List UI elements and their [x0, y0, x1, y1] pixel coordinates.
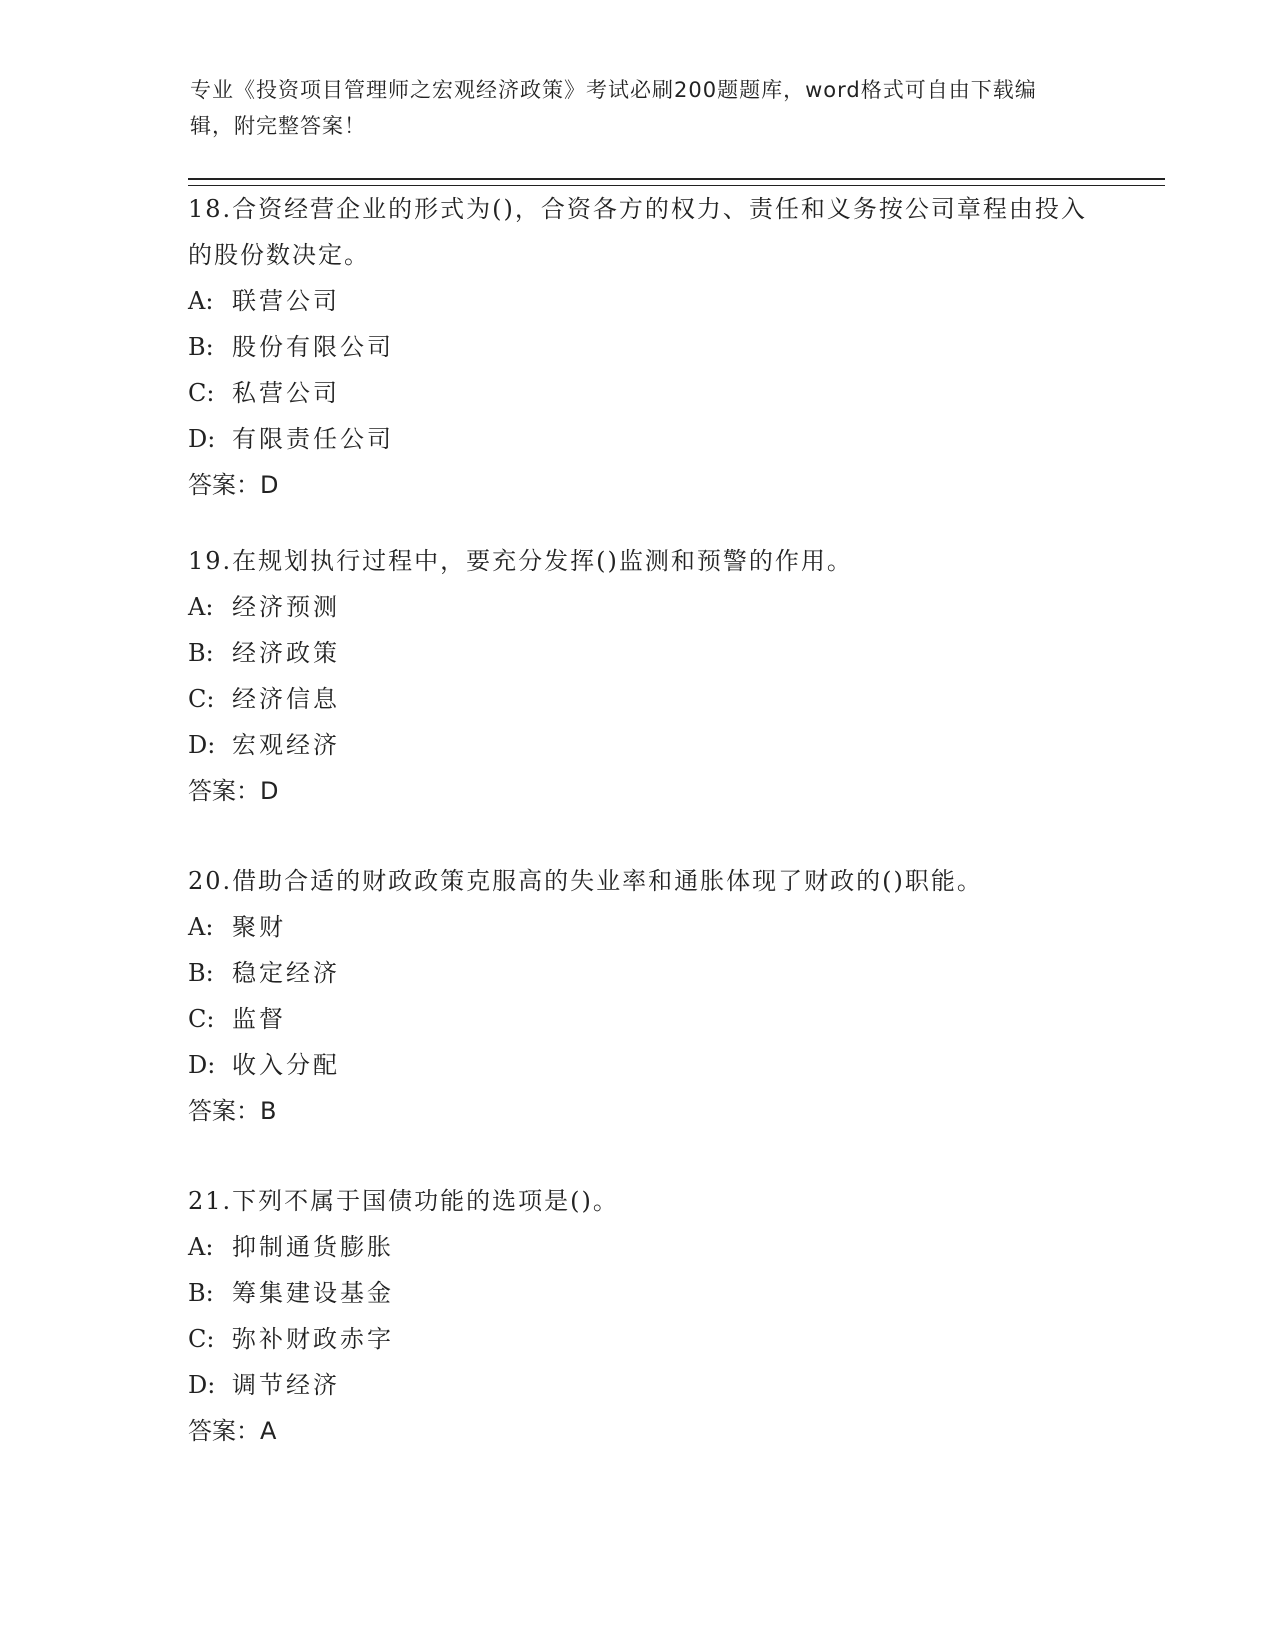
option-letter: A:	[188, 287, 214, 315]
option-d	[188, 1042, 1088, 1088]
option-letter: D:	[188, 1051, 216, 1079]
option-text: 收入分配	[232, 1051, 340, 1079]
option-text: 股份有限公司	[232, 333, 394, 361]
option-letter: D:	[188, 1371, 216, 1399]
option-text: 筹集建设基金	[232, 1279, 394, 1307]
option-text: 调节经济	[232, 1371, 340, 1399]
option-d	[188, 1362, 1088, 1408]
option-c	[188, 996, 1088, 1042]
option-text: 稳定经济	[232, 959, 340, 987]
question-stem: 18.合资经营企业的形式为()，合资各方的权力、责任和义务按公司章程由投入的股份数决定。	[188, 195, 1087, 269]
option-letter: B:	[188, 959, 214, 987]
option-b	[188, 630, 1088, 676]
option-text: 弥补财政赤字	[232, 1325, 394, 1353]
option-letter: B:	[188, 333, 214, 361]
option-letter: C:	[188, 379, 215, 407]
option-text: 经济信息	[232, 685, 340, 713]
question-18	[188, 186, 1088, 508]
option-letter: A:	[188, 593, 214, 621]
option-letter: C:	[188, 685, 215, 713]
question-19	[188, 538, 1088, 814]
question-20	[188, 858, 1088, 1134]
option-d	[188, 722, 1088, 768]
option-letter: C:	[188, 1005, 215, 1033]
page-header: 专业《投资项目管理师之宏观经济政策》考试必刷200题题库，word格式可自由下载编辑，附完整答案！	[190, 78, 1037, 138]
option-c	[188, 676, 1088, 722]
option-text: 监督	[232, 1005, 286, 1033]
option-c	[188, 370, 1088, 416]
option-letter: C:	[188, 1325, 215, 1353]
option-a	[188, 278, 1088, 324]
option-a	[188, 1224, 1088, 1270]
option-d	[188, 416, 1088, 462]
option-b	[188, 950, 1088, 996]
question-21	[188, 1178, 1088, 1454]
option-text: 抑制通货膨胀	[232, 1233, 394, 1261]
answer: 答案：A	[188, 1417, 277, 1445]
option-text: 经济政策	[232, 639, 340, 667]
option-text: 有限责任公司	[232, 425, 394, 453]
option-c	[188, 1316, 1088, 1362]
option-letter: A:	[188, 1233, 214, 1261]
header-divider	[188, 178, 1165, 186]
option-text: 私营公司	[232, 379, 340, 407]
answer: 答案：B	[188, 1097, 277, 1125]
option-letter: B:	[188, 1279, 214, 1307]
question-stem: 21.下列不属于国债功能的选项是()。	[188, 1187, 619, 1215]
answer: 答案：D	[188, 777, 279, 805]
option-text: 聚财	[232, 913, 286, 941]
question-stem: 19.在规划执行过程中，要充分发挥()监测和预警的作用。	[188, 547, 853, 575]
option-a	[188, 584, 1088, 630]
option-text: 经济预测	[232, 593, 340, 621]
option-b	[188, 1270, 1088, 1316]
option-letter: D:	[188, 425, 216, 453]
option-text: 宏观经济	[232, 731, 340, 759]
option-text: 联营公司	[232, 287, 340, 315]
question-stem: 20.借助合适的财政政策克服高的失业率和通胀体现了财政的()职能。	[188, 867, 983, 895]
option-letter: D:	[188, 731, 216, 759]
option-letter: A:	[188, 913, 214, 941]
option-a	[188, 904, 1088, 950]
option-letter: B:	[188, 639, 214, 667]
option-b	[188, 324, 1088, 370]
answer: 答案：D	[188, 471, 279, 499]
